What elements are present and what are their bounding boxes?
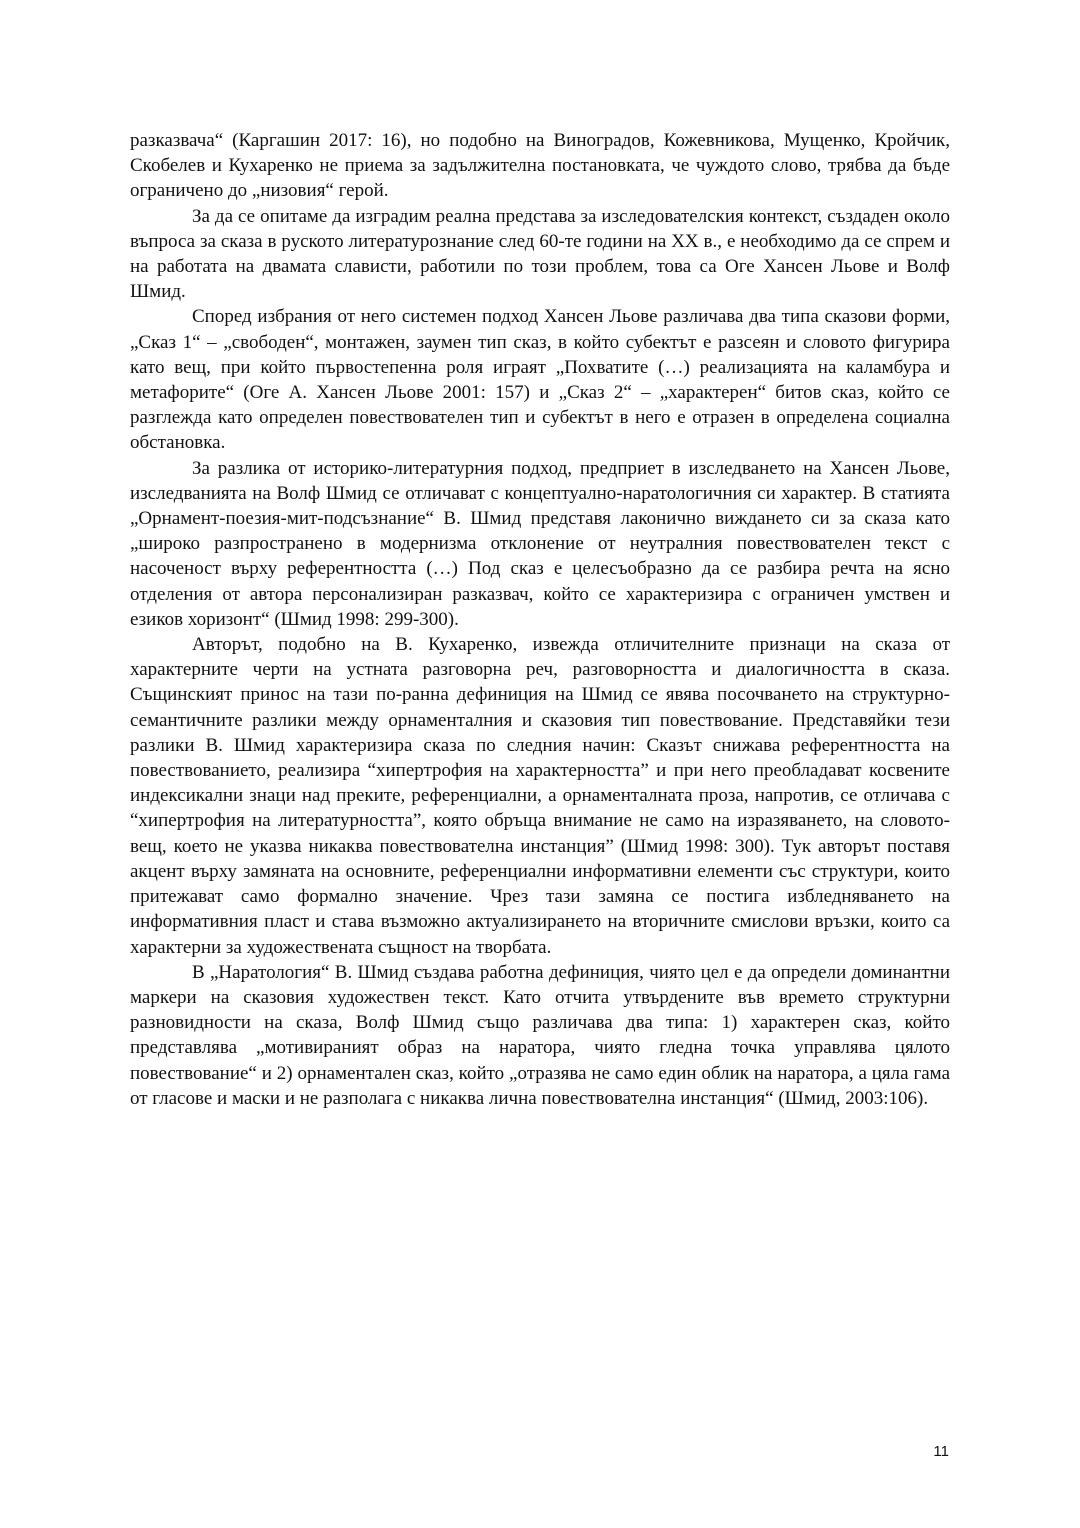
paragraph-schmid-approach: За разлика от историко-литературния подход, предприет в изследването на Хансен Льове, изследванията на Волф Шмид се отличават с концептуално-наратологичния си характер. В статията „Орнамент-поезия-мит-подсъзнание“ В. Шмид представя лаконично виждането си за сказа като „широко разпространено в модернизма отклонение от неутралния повествователен текст с насоченост върху референтността (…) Под сказ е целесъобразно да се разбира речта на ясно отделения от автора персонализиран разказвач, който се характеризира с ограничен умствен и езиков хоризонт“ (Шмид 1998: 299-300).	[130, 457, 950, 630]
page-number: 11	[933, 1443, 949, 1460]
paragraph-narratology: В „Наратология“ В. Шмид създава работна дефиниция, чиято цел е да определи доминантни маркери на сказовия художествен текст. Като отчита утвърдените във времето структурни разновидности на сказа, Волф Шмид също различава два типа: 1) характерен сказ, който представлява „мотивираният образ на наратора, чиято гледна точка управлява цялото повествование“ и 2) орнаментален сказ, който „отразява не само един облик на наратора, а цяла гама от гласове и маски и не разполага с никаква лична повествователна инстанция“ (Шмид, 2003:106).	[130, 961, 950, 1109]
paragraph-research-context: За да се опитаме да изградим реална представа за изследователския контекст, създаден около въпроса за сказа в руското литературознание след 60-те години на XX в., е необходимо да се спрем и на работата на двамата слависти, работили по този проблем, това са Оге Хансен Льове и Волф Шмид.	[130, 205, 950, 303]
paragraph-author-kuharenko: Авторът, подобно на В. Кухаренко, извежда отличителните признаци на сказа от характерните черти на устната разговорна реч, разговорността и диалогичността в сказа. Същинският принос на тази по-ранна дефиниция на Шмид се явява посочването на структурно-семантичните разлики между орнаменталния и сказовия тип повествование. Представяйки тези разлики В. Шмид характеризира сказа по следния начин: Сказът снижава референтността на повествованието, реализира “хипертрофия на характерността” и при него преобладават косвените индексикални знаци над преките, референциални, а орнаменталната проза, напротив, се отличава с “хипертрофия на литературността”, която обръща внимание не само на изразяването, на словото-вещ, което не указва никаква повествователна инстанция” (Шмид 1998: 300). Тук авторът поставя акцент върху замяната на основните, референциални информативни елементи със структури, които притежават само формално значение. Чрез тази замяна се постига избледняването на информативния пласт и става възможно актуализирането на вторичните смислови връзки, които са характерни за художествената същност на творбата.	[130, 634, 950, 958]
paragraph-hansen-loeve: Според избрания от него системен подход Хансен Льове различава два типа сказови форми, „Сказ 1“ – „свободен“, монтажен, заумен тип сказ, в който субектът е разсеян и словото фигурира като вещ, при който първостепенна роля играят „Похватите (…) реализацията на каламбура и метафорите“ (Оге А. Хансен Льове 2001: 157) и „Сказ 2“ – „характерен“ битов сказ, който се разглежда като определен повествователен тип и субектът в него е отразен в определена социална обстановка.	[130, 306, 950, 454]
paragraph-continuation: разказвача“ (Каргашин 2017: 16), но подобно на Виноградов, Кожевникова, Мущенко, Кройчик, Скобелев и Кухаренко не приема за задължителна постановката, че чуждото слово, трябва да бъде ограничено до „низовия“ герой.	[130, 130, 950, 202]
body-text	[130, 128, 950, 1111]
